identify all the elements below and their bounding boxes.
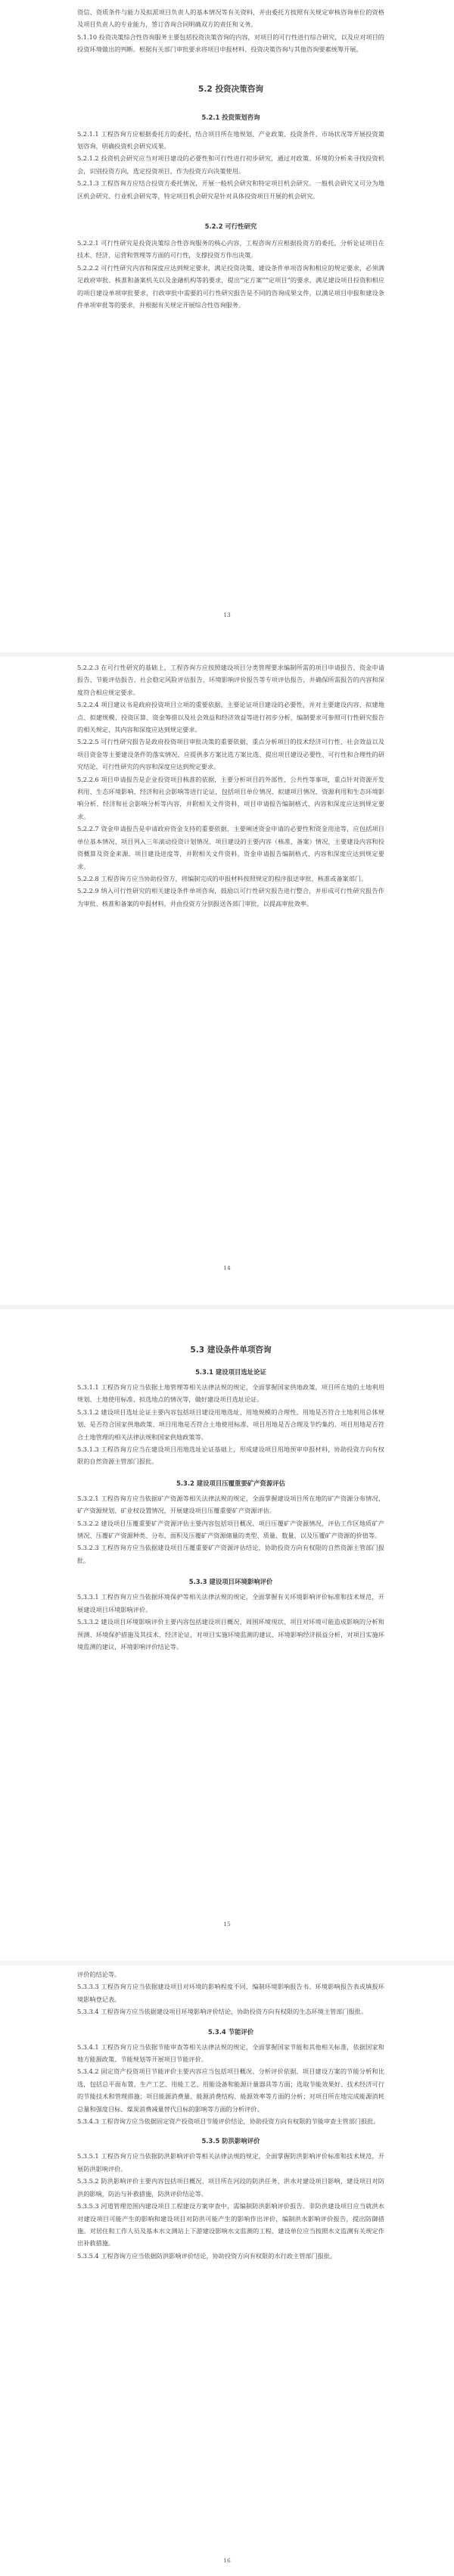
paragraph: 5.2.1.2 投资机会研究应当对项目建设的必要性和可行性进行初步研究，通过对政策、环境的分析来寻找投资机会，识别投资方向，选定投资项目，作为投资方向决策使用。 bbox=[77, 154, 384, 175]
section-heading: 5.2 投资决策咨询 bbox=[197, 84, 264, 94]
paragraph: 5.2.2.9 纳入可行性研究的相关建设条件单项咨询，鼓励以可行性研究报告进行整合，并形成可行性研究报告作为审批、核准和备案的申报材料，并由投资方分别报送各部门审批，以提高审批效率。 bbox=[77, 887, 384, 907]
subsection-heading: 5.3.3 建设项目环境影响评价 bbox=[188, 1578, 273, 1586]
paragraph: 5.3.2.2 建设项目压覆重要矿产资源评估主要内容包括项目概况、项目压覆矿产资源情况，评估工作区地质矿产情况、压覆矿产资源种类、分布、面积及压覆矿产资源储量的类型、质量、数量，以及压覆矿产资源的价值等。 bbox=[77, 1519, 384, 1540]
paragraph: 5.3.3.4 工程咨询方应当依据建设项目环境影响评价结论，协助投资方向有权限的生态环境主管部门报批。 bbox=[77, 2008, 368, 2016]
paragraph: 5.3.4.1 工程咨询方应当依据节能审查等相关法律法规的规定，全面掌握国家节能和其他相关标准，依据国家和地方能源政策、节能规划等开展项目节能评价。 bbox=[77, 2042, 384, 2064]
paragraph: 5.3.3.1 工程咨询方应当依据环境保护等相关法律法规的规定，全面掌握有关环境影响评价标准和技术规范，开展建设项目环境影响评价。 bbox=[77, 1593, 384, 1613]
subsection-heading: 5.3.2 建设项目压覆重要矿产资源评估 bbox=[176, 1479, 285, 1487]
page-3-content bbox=[77, 1344, 384, 1653]
paragraph: 5.3.3.3 工程咨询方应当依据建设项目对环境的影响程度不同，编制环境影响报告书、环境影响报告表或填报环境影响登记表。 bbox=[77, 1983, 384, 2003]
paragraph: 5.3.2.3 工程咨询方应当依据建设项目压覆重要矿产资源评估结论，协助投资方向有权限的自然资源主管部门报批。 bbox=[77, 1544, 384, 1564]
page-number: 13 bbox=[223, 611, 231, 618]
page-number: 16 bbox=[223, 2557, 231, 2564]
paragraph: 5.2.2.5 可行性研究报告是政府投资项目审批决策的重要依据，重点分析项目的技术经济可行性、社会效益以及项目资金等主要建设条件的落实情况，应提供多方案比选方案比选、提出项目建设必要性、可行性和合理性的研究结论，可行性研究的内容和深度应达到规定要求。 bbox=[77, 738, 384, 771]
subsection-heading: 5.3.1 建设项目选址论证 bbox=[195, 1368, 266, 1376]
paragraph: 5.3.5.3 河道管理范围内建设项目工程建设方案审查中，需编制防洪影响评价报告。非防洪建设项目应当就洪水对建设项目可能产生的影响和建设项目对防洪可能产生的影响作出评价，编制洪水影响评价报告，提出防御措施。对居住和工作人员及基本水文测站上下游建设影响水文监测的工程，建设单位应当按照水文监测有关规定作出补救措施。 bbox=[77, 2202, 384, 2248]
paragraph: 5.3.1.3 工程咨询方应当在建设项目用地选址论证基础上，形成建设项目用地预审申报材料，协助投资方向有权限的自然资源主管部门报批。 bbox=[77, 1445, 384, 1466]
document-page-1 bbox=[0, 0, 454, 652]
paragraph: 5.2.2.8 工程咨询方应当协助投资方，将编制完成的申报材料按照规定的程序报送审批、核准或备案部门。 bbox=[77, 874, 368, 882]
section-heading: 5.3 建设条件单项咨询 bbox=[190, 1346, 272, 1355]
paragraph: 5.3.2.1 工程咨询方应当依据矿产资源等相关法律法规的规定，全面掌握建设项目所在地的矿产资源分布情况、矿产资源规划、矿业权设置情况，开展建设项目压覆重要矿产资源评估。 bbox=[77, 1494, 384, 1515]
paragraph: 5.2.1.3 工程咨询方应结合投资方委托情况，开展一般机会研究和特定项目机会研究。一般机会研究又可分为地区机会研究、行业机会研究等，特定项目机会研究是针对具体投资项目开展的机会研究。 bbox=[77, 179, 384, 200]
paragraph: 5.3.4.2 固定资产投资项目节能评价主要内容应当包括项目概况、分析评价依据、项目建设方案的节能分析和比选，包括总平面布置、生产工艺、用能工艺、用能设备和能源计量器具等方面；选取节能效果好、技术经济可行的节能技术和管理措施；项目能源消费量、能源消费结构、能源效率等方面的分析；对项目所在地完成能源消耗总量和强度目标、煤炭消费减量替代目标的影响等方面的分析评价。 bbox=[77, 2067, 384, 2113]
document-page-4 bbox=[0, 1965, 454, 2576]
page-4-content bbox=[77, 1968, 384, 2262]
paragraph: 资信、资质条件与能力及拟派项目负责人的基本情况等有关资料，并由委托方按照有关规定审核咨询单位的资格及项目负责人的专业能力，签订咨询合同明确双方的责任和义务。 bbox=[77, 8, 384, 29]
paragraph: 5.2.2.1 可行性研究是投资决策综合性咨询服务的核心内容，工程咨询方应根据投资方的委托，分析论证项目在技术、经济、运营和管理等方面的可行性，支撑投资方作出决策。 bbox=[77, 239, 384, 260]
paragraph: 5.2.2.4 项目建议书是政府投资项目立项的重要依据，主要论证项目建设的必要性，并对主要建设内容、拟建地点、拟建规模、投资匡算、资金筹措以及社会效益和经济效益等进行初步分析，编制要求可参照可行性研究报告的相关规定，其内容和深度应达到规定要求。 bbox=[77, 701, 384, 734]
document-page-3 bbox=[0, 1309, 454, 1961]
paragraph: 5.3.5.4 工程咨询方应当依据防洪影响评价结论，协助投资方向有权限的水行政主管部门报批。 bbox=[77, 2251, 337, 2260]
paragraph: 5.3.5.1 工程咨询方应当依据防洪影响评价等相关法律法规的规定，全面掌握防洪影响评价标准和技术规范，开展防洪影响评价。 bbox=[77, 2152, 384, 2173]
page-number: 15 bbox=[223, 1921, 231, 1927]
paragraph: 5.3.1.2 建设项目选址论证主要内容包括项目建设用地选址、用地规模的合理性、用地是否符合土地利用总体规划、是否符合国家供地政策、项目用地是否符合土地使用标准、项目用地是否合理及节约集约、项目用地是否符合土地管理的相关法律法规和国家供地政策等。 bbox=[77, 1408, 384, 1441]
paragraph: 5.2.2.7 资金申请报告是申请政府资金支持的重要依据，主要阐述资金申请的必要性和资金用途等，应包括项目单位基本情况、项目列入三年滚动投资计划情况、项目建设的主要内容（核准、备案）情况，主要建设内容和投资概算及资金来源、项目建设进度等，并附相关文件资料，资金申请报告编制格式、内容和深度应达到规定要求。 bbox=[77, 825, 384, 870]
subsection-heading: 5.2.1 投资策划咨询 bbox=[201, 113, 260, 121]
paragraph: 5.2.2.3 在可行性研究的基础上，工程咨询方应按照建设项目分类管理要求编制所需的项目申请报告、资金申请报告、节能评估报告、社会稳定风险评估报告、环境影响评价报告等专项评估报告，并确保所需报告的内容和深度符合相应规定要求。 bbox=[77, 664, 384, 696]
paragraph: 5.3.1.1 工程咨询方应当依据土地管理等相关法律法规的规定，全面掌握国家供地政策，项目所在地的土地利用规划、土地使用标准、拟选地点的情况等，做好建设项目选址论证。 bbox=[77, 1383, 384, 1404]
subsection-heading: 5.3.4 节能评价 bbox=[207, 2027, 254, 2036]
subsection-heading: 5.3.5 防洪影响评价 bbox=[201, 2137, 260, 2145]
paragraph: 5.2.2.2 可行性研究内容和深度应达到规定要求，满足投资决策、建设条件单项咨询和相应的规定要求，必须满足政府审批、核准和备案机关以及金融机构等的要求，提出“定方案”“定项目”的要求，满足建设项目投资和相应的项目建设单项审批要求，行政审批中需要的可行性研究报告是不同的咨询成果文件，以满足项目申报和建设条件单项审批等的要求，并根据有关规定开展综合性咨询服务。 bbox=[77, 263, 384, 310]
paragraph: 5.3.4.3 工程咨询方应当依据固定资产投资项目节能评价结论，协助投资方向有权限的节能审查主管部门报批。 bbox=[77, 2117, 380, 2126]
paragraph: 5.3.5.2 防洪影响评价主要内容包括项目概况、项目所在河段的防洪任务、洪水对建设项目影响，建设项目对防洪的影响，防治与补救措施，防洪评价结论等。 bbox=[77, 2177, 384, 2198]
paragraph: 评价的结论等。 bbox=[77, 1971, 121, 1978]
page-2-content bbox=[77, 661, 384, 910]
paragraph: 5.3.3.2 建设项目环境影响评价主要内容包括建设项目概况、周围环境现状、项目对环境可能造成影响的分析和预测、环境保护措施及其技术、经济论证，对项目实施环境监测的建议、环境影响经济损益分析，对项目实施环境监测的建议，环境影响评价结论等。 bbox=[77, 1618, 384, 1650]
paragraph: 5.2.2.6 项目申请报告是企业投资项目核准的依据，主要分析项目的外部性、公共性等事项，重点针对资源开发利用、生态环境影响、经济和社会影响等进行论证，包括项目单位情况、拟建项目情况、资源利用和生态环境影响分析、经济和社会影响分析等内容，并附相关文件资料，项目申请报告编制格式、内容和深度应达到规定要求。 bbox=[77, 775, 384, 820]
paragraph: 5.1.10 投资决策综合性咨询服务主要包括投资决策咨询的内容，对项目的可行性进行综合研究，以及应对项目的投资环境做出的判断。根据有关部门审批要求将项目申报材料、投资决策咨询与其他咨询要素统筹开展。 bbox=[77, 33, 384, 54]
subsection-heading: 5.2.2 可行性研究 bbox=[204, 222, 257, 231]
document-page-2 bbox=[0, 657, 454, 1305]
page-1-content bbox=[77, 6, 384, 312]
paragraph: 5.2.1.1 工程咨询方应根据委托方的委托，结合项目所在地规划、产业政策、投资条件、市场状况等开展投资策划咨询，明确投资机会研究成果。 bbox=[77, 129, 384, 151]
page-number: 14 bbox=[223, 1265, 231, 1271]
